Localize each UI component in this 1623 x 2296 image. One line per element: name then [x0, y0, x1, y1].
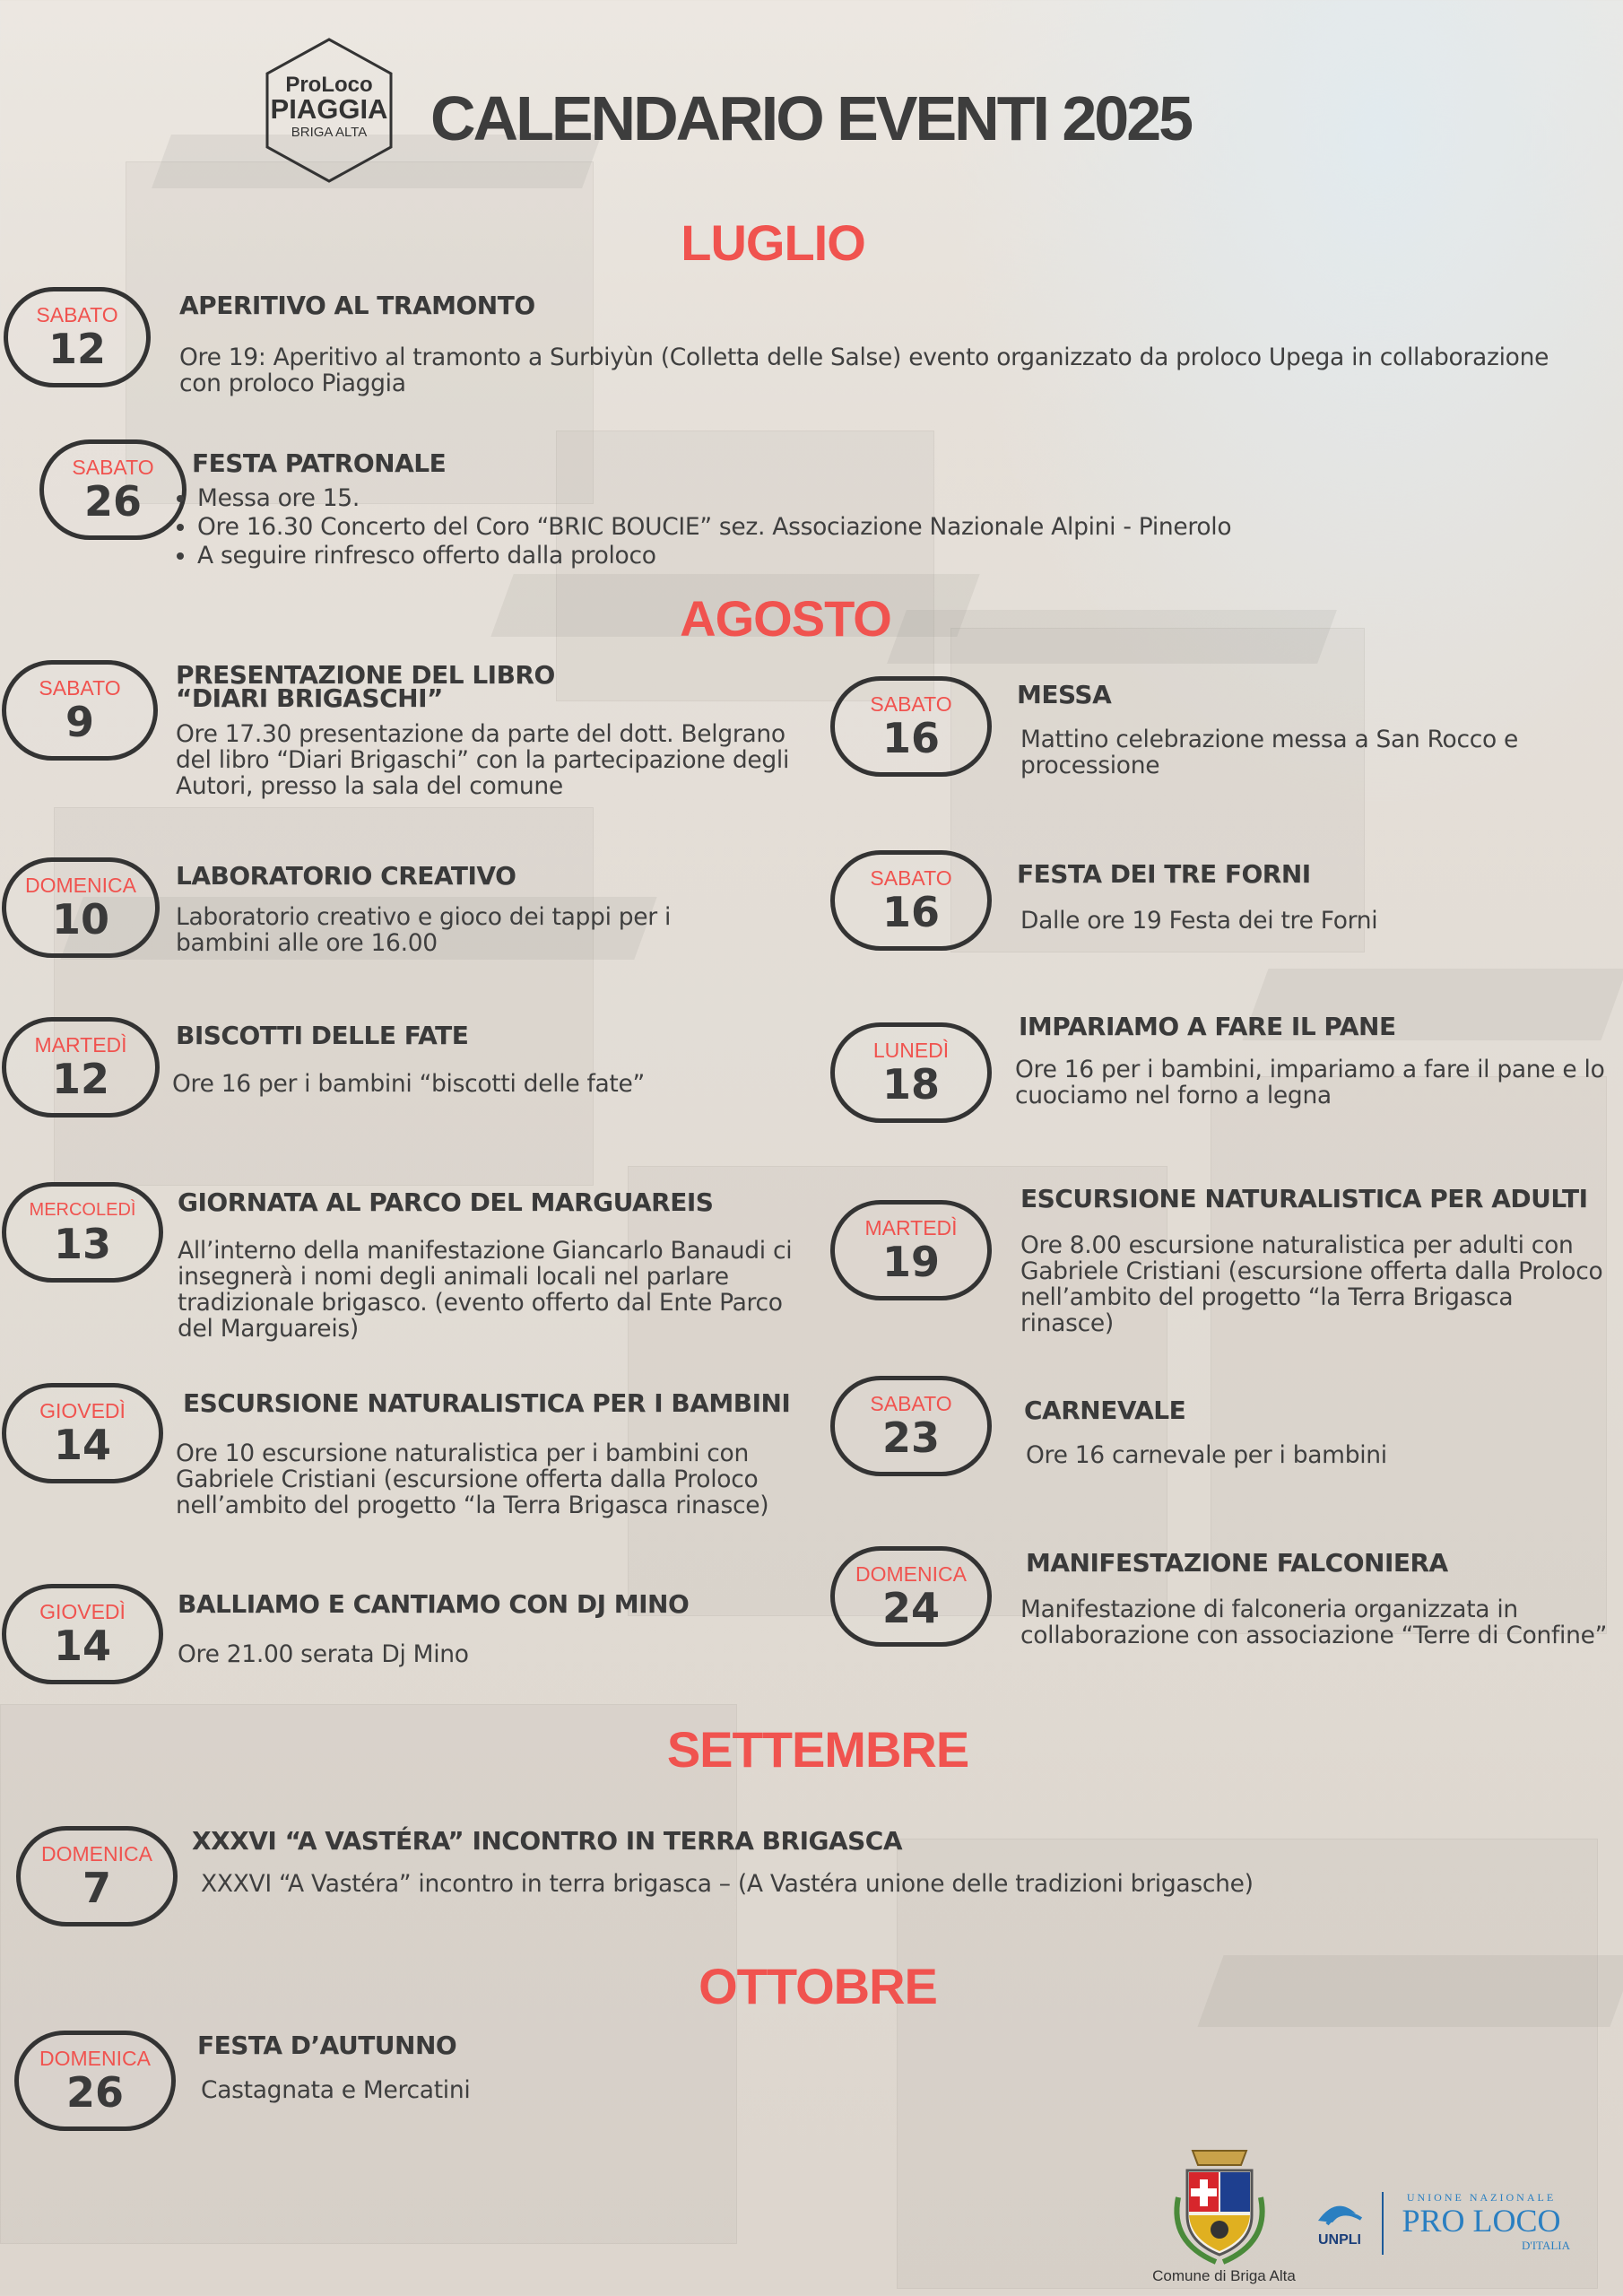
event-title: MANIFESTAZIONE FALCONIERA [1026, 1548, 1448, 1578]
date-badge [2, 1383, 163, 1483]
weekday-label: MERCOLEDÌ [29, 1200, 136, 1220]
logo-line3: BRIGA ALTA [291, 125, 368, 140]
event-description: Castagnata e Mercatini [201, 2076, 471, 2104]
event-title: APERITIVO AL TRAMONTO [179, 291, 535, 320]
weekday-label: GIOVEDÌ [39, 1399, 126, 1422]
day-number: 16 [881, 888, 940, 936]
day-number: 18 [881, 1060, 940, 1109]
event-bullets [170, 484, 1596, 570]
weekday-label: SABATO [72, 456, 154, 479]
day-number: 12 [48, 325, 106, 373]
day-number: 16 [881, 714, 940, 762]
event-title: MESSA [1017, 680, 1112, 709]
unpli-line3: D'ITALIA [1521, 2239, 1571, 2252]
day-number: 7 [82, 1864, 111, 1912]
proloco-piaggia-logo [264, 38, 395, 183]
event-description: Ore 17.30 presentazione da parte del dott. Belgrano del libro “Diari Brigaschi” con la partecipazione degli Autori, presso la sala del comune [176, 720, 790, 800]
event-title: FESTA D’AUTUNNO [197, 2031, 457, 2060]
event-title: BISCOTTI DELLE FATE [176, 1021, 469, 1050]
event-title: XXXVI “A VASTÉRA” INCONTRO IN TERRA BRIGASCA [192, 1826, 903, 1856]
day-number: 14 [53, 1622, 111, 1670]
weekday-label: DOMENICA [25, 874, 136, 897]
unpli-label: UNPLI [1318, 2232, 1361, 2248]
date-badge [830, 1022, 992, 1123]
date-badge [2, 1584, 163, 1684]
logo-line1: ProLoco [285, 73, 373, 97]
date-badge [16, 1826, 178, 1926]
event-description: Ore 19: Aperitivo al tramonto a Surbiyùn (Colletta delle Salse) evento organizzato da proloco Upega in collaborazione con proloco Piaggia [179, 344, 1549, 397]
event-title: ESCURSIONE NATURALISTICA PER ADULTI [1020, 1184, 1588, 1213]
event-description: Ore 10 escursione naturalistica per i bambini con Gabriele Cristiani (escursione offerta dalla Proloco nell’ambito del progetto “la Terra Brigasca rinasce) [176, 1439, 769, 1519]
event-description: XXXVI “A Vastéra” incontro in terra brigasca – (A Vastéra unione delle tradizioni brigasche) [201, 1870, 1254, 1898]
page-title: CALENDARIO EVENTI 2025 [430, 83, 1192, 153]
event-title: LABORATORIO CREATIVO [176, 861, 516, 891]
weekday-label: SABATO [870, 692, 952, 716]
bullet-item: • A seguire rinfresco offerto dalla proloco [197, 542, 1596, 570]
date-badge [830, 1376, 992, 1476]
briga-alta-crest-icon [1166, 2144, 1273, 2269]
date-badge [830, 1200, 992, 1300]
weekday-label: LUNEDÌ [872, 1039, 950, 1062]
event-description: Ore 16 per i bambini “biscotti delle fate” [172, 1070, 645, 1098]
date-badge [39, 439, 187, 540]
date-badge [2, 1017, 160, 1118]
weekday-label: SABATO [870, 866, 952, 890]
date-badge [14, 2031, 176, 2131]
event-title: BALLIAMO E CANTIAMO CON DJ MINO [178, 1589, 690, 1619]
weekday-label: DOMENICA [855, 1562, 967, 1586]
day-number: 19 [881, 1238, 940, 1286]
date-badge [830, 850, 992, 951]
event-title: CARNEVALE [1024, 1396, 1186, 1425]
month-agosto: AGOSTO [680, 590, 891, 647]
date-badge [830, 1546, 992, 1647]
date-badge [4, 287, 151, 387]
bullet-item: • Ore 16.30 Concerto del Coro “BRIC BOUCIE” sez. Associazione Nazionale Alpini - Pinerolo [197, 513, 1596, 542]
event-description: Ore 21.00 serata Dj Mino [178, 1640, 469, 1668]
event-title: FESTA DEI TRE FORNI [1017, 859, 1311, 889]
date-badge [830, 676, 992, 777]
crest-label: Comune di Briga Alta [1152, 2267, 1296, 2284]
event-title: GIORNATA AL PARCO DEL MARGUAREIS [178, 1187, 714, 1217]
day-number: 23 [881, 1413, 940, 1462]
event-description: Ore 16 carnevale per i bambini [1026, 1441, 1387, 1469]
bullet-item: • Messa ore 15. [197, 484, 1596, 513]
event-description: Mattino celebrazione messa a San Rocco e processione [1020, 726, 1519, 779]
weekday-label: GIOVEDÌ [39, 1600, 126, 1623]
weekday-label: SABATO [39, 676, 121, 700]
weekday-label: SABATO [36, 303, 118, 326]
event-title: FESTA PATRONALE [192, 448, 447, 478]
event-description: Dalle ore 19 Festa dei tre Forni [1020, 907, 1378, 935]
day-number: 24 [881, 1584, 940, 1632]
weekday-label: MARTEDÌ [864, 1216, 958, 1239]
day-number: 26 [83, 477, 142, 526]
event-description: Ore 8.00 escursione naturalistica per adulti con Gabriele Cristiani (escursione offerta dalla Proloco nell’ambito del progetto “la Terra Brigasca rinasce) [1020, 1231, 1603, 1337]
unpli-line2: PRO LOCO [1402, 2203, 1561, 2239]
unpli-proloco-italia-logo [1311, 2187, 1580, 2258]
day-number: 13 [53, 1220, 111, 1268]
date-badge [2, 660, 158, 761]
logo-line2: PIAGGIA [270, 93, 388, 125]
weekday-label: DOMENICA [39, 2047, 151, 2070]
month-settembre: SETTEMBRE [666, 1721, 969, 1778]
day-number: 14 [53, 1421, 111, 1469]
weekday-label: DOMENICA [41, 1842, 152, 1866]
event-title: PRESENTAZIONE DEL LIBRO “DIARI BRIGASCHI” [176, 660, 555, 713]
month-luglio: LUGLIO [681, 214, 865, 271]
event-description: Laboratorio creativo e gioco dei tappi per i bambini alle ore 16.00 [176, 903, 672, 957]
event-title: ESCURSIONE NATURALISTICA PER I BAMBINI [183, 1388, 791, 1418]
event-description: All’interno della manifestazione Giancarlo Banaudi ci insegnerà i nomi degli animali locali nel parlare tradizionale brigasco. (evento offerto dal Ente Parco del Marguareis) [178, 1237, 793, 1343]
day-number: 26 [65, 2068, 124, 2117]
month-ottobre: OTTOBRE [699, 1958, 937, 2014]
day-number: 12 [51, 1055, 109, 1103]
weekday-label: MARTEDÌ [34, 1033, 127, 1057]
weekday-label: SABATO [870, 1392, 952, 1415]
day-number: 10 [51, 895, 109, 944]
event-title: IMPARIAMO A FARE IL PANE [1019, 1012, 1396, 1041]
day-number: 9 [65, 698, 94, 746]
event-description: Manifestazione di falconeria organizzata in collaborazione con associazione “Terre di Confine” [1020, 1596, 1607, 1649]
date-badge [2, 857, 160, 958]
date-badge [2, 1182, 163, 1283]
unpli-line1: UNIONE NAZIONALE [1406, 2191, 1557, 2204]
event-description: Ore 16 per i bambini, impariamo a fare il pane e lo cuociamo nel forno a legna [1015, 1056, 1605, 1109]
